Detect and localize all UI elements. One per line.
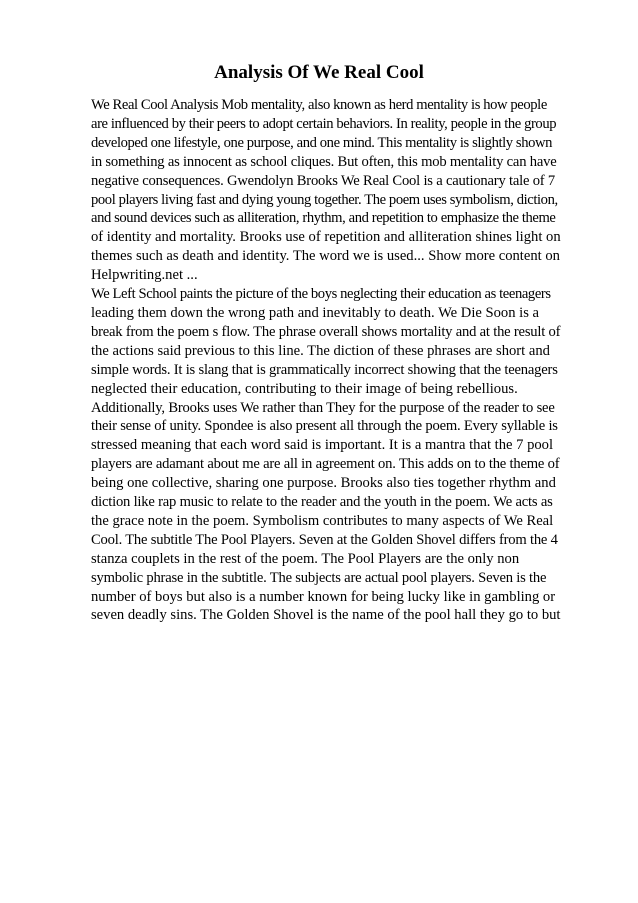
- document-body: [91, 96, 561, 625]
- text-line: symbolic phrase in the subtitle. The subjects are actual pool players. Seven is the: [91, 569, 547, 586]
- text-line: break from the poem s flow. The phrase overall shows mortality and at the result of: [91, 323, 561, 340]
- text-line: diction like rap music to relate to the reader and the youth in the poem. We acts as: [91, 494, 553, 511]
- text-line: in something as innocent as school cliques. But often, this mob mentality can have: [91, 153, 557, 170]
- text-line: the actions said previous to this line. The diction of these phrases are short and: [91, 342, 550, 359]
- text-line: We Real Cool Analysis Mob mentality, also known as herd mentality is how people: [91, 97, 547, 113]
- text-line: neglected their education, contributing to their image of being rebellious.: [91, 380, 518, 397]
- text-line: developed one lifestyle, one purpose, and one mind. This mentality is slightly shown: [91, 134, 553, 151]
- text-line: of identity and mortality. Brooks use of repetition and alliteration shines light on: [91, 229, 561, 246]
- text-line: negative consequences. Gwendolyn Brooks We Real Cool is a cautionary tale of 7: [91, 172, 556, 189]
- text-line: number of boys but also is a number known for being lucky like in gambling or: [91, 588, 556, 605]
- text-line: stressed meaning that each word said is important. It is a mantra that the 7 pool: [91, 437, 554, 454]
- text-line: leading them down the wrong path and inevitably to death. We Die Soon is a: [91, 304, 540, 321]
- text-line: the grace note in the poem. Symbolism contributes to many aspects of We Real: [91, 512, 554, 529]
- text-line: We Left School paints the picture of the boys neglecting their education as teenagers: [91, 286, 551, 303]
- text-line: players are adamant about me are all in agreement on. This adds on to the theme of: [91, 456, 560, 473]
- text-line: Additionally, Brooks uses We rather than They for the purpose of the reader to see: [91, 399, 555, 416]
- text-line: stanza couplets in the rest of the poem. The Pool Players are the only non: [91, 550, 520, 567]
- document-title: Analysis Of We Real Cool: [214, 62, 424, 83]
- text-line: their sense of unity. Spondee is also present all through the poem. Every syllable is: [91, 418, 558, 435]
- text-line: being one collective, sharing one purpose. Brooks also ties together rhythm and: [91, 475, 556, 492]
- text-line: pool players living fast and dying young together. The poem uses symbolism, diction,: [91, 191, 558, 208]
- text-line: Cool. The subtitle The Pool Players. Seven at the Golden Shovel differs from the 4: [91, 531, 558, 548]
- text-line: are influenced by their peers to adopt certain behaviors. In reality, people in the group: [91, 115, 557, 132]
- text-line: themes such as death and identity. The word we is used... Show more content on: [91, 248, 560, 265]
- text-line: and sound devices such as alliteration, rhythm, and repetition to emphasize the theme: [91, 210, 556, 227]
- text-line: seven deadly sins. The Golden Shovel is the name of the pool hall they go to but: [91, 607, 561, 624]
- text-line: simple words. It is slang that is grammatically incorrect showing that the teenagers: [91, 361, 558, 378]
- text-line: Helpwriting.net ...: [91, 267, 198, 284]
